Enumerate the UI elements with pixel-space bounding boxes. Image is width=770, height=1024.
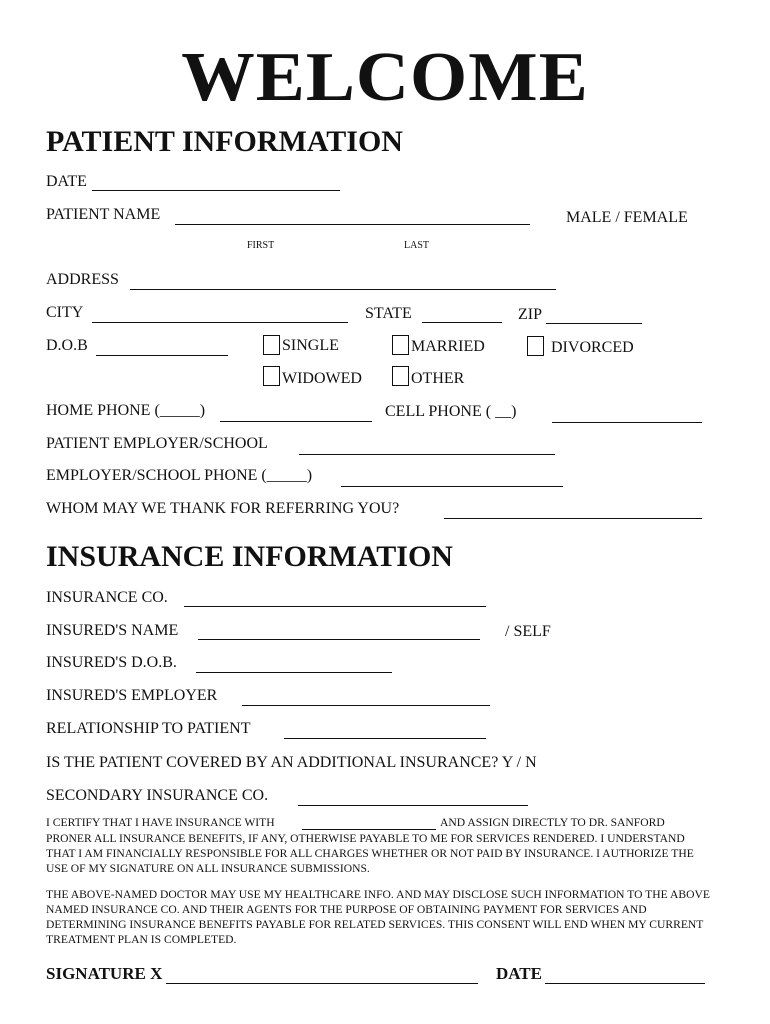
dob-label: D.O.B [46,337,88,354]
self-option[interactable]: / SELF [505,623,551,640]
patient-name-field[interactable] [175,224,530,225]
address-label: ADDRESS [46,271,119,288]
divorced-label: DIVORCED [551,339,634,356]
insured-employer-field[interactable] [242,705,490,706]
married-label: MARRIED [411,338,485,355]
city-field[interactable] [92,322,348,323]
zip-label: ZIP [518,306,542,323]
welcome-title: WELCOME [181,39,589,116]
employer-phone-label: EMPLOYER/SCHOOL PHONE (_____) [46,467,313,484]
relationship-label: RELATIONSHIP TO PATIENT [46,720,251,737]
single-label: SINGLE [282,337,339,354]
employer-label: PATIENT EMPLOYER/SCHOOL [46,435,268,452]
insurance-with-field[interactable] [302,829,436,830]
other-label: OTHER [411,370,465,387]
insured-name-field[interactable] [198,639,480,640]
relationship-field[interactable] [284,738,486,739]
consent-paragraph-1: PRONER ALL INSURANCE BENEFITS, IF ANY, OTHERWISE PAYABLE TO ME FOR SERVICES RENDERED. I UNDERSTAND THAT I AM FINANCIALLY RESPONSIBLE FOR ALL CHARGES WHETHER OR NOT PAID BY INSURANCE. I AUTHORIZE THE USE OF MY SIGNATURE ON ALL INSURANCE SUBMISSIONS. [46,832,694,875]
secondary-insurance-label: SECONDARY INSURANCE CO. [46,787,269,804]
insurance-company-field[interactable] [184,606,486,607]
employer-phone-field[interactable] [341,486,563,487]
additional-insurance-question[interactable]: IS THE PATIENT COVERED BY AN ADDITIONAL INSURANCE? Y / N [46,754,537,771]
consent-certify-start: I CERTIFY THAT I HAVE INSURANCE WITH [46,816,275,829]
date-field[interactable] [92,190,340,191]
divorced-checkbox[interactable] [527,336,544,356]
signature-date-label: DATE [496,964,542,983]
widowed-checkbox[interactable] [263,366,280,386]
sex-label[interactable]: MALE / FEMALE [566,209,688,226]
insured-dob-label: INSURED'S D.O.B. [46,654,177,671]
patient-information-heading: PATIENT INFORMATION [46,125,403,158]
consent-paragraph-2: THE ABOVE-NAMED DOCTOR MAY USE MY HEALTHCARE INFO. AND MAY DISCLOSE SUCH INFORMATION TO THE ABOVE NAMED INSURANCE CO. AND THEIR AGENTS FOR THE PURPOSE OF OBTAINING PAYMENT FOR SERVICES AND DETERMINING INSURANCE BENEFITS PAYABLE FOR RELATED SERVICES. THIS CONSENT WILL END WHEN MY CURRENT TREATMENT PLAN IS COMPLETED. [46,888,710,946]
signature-label: SIGNATURE X [46,964,163,983]
employer-field[interactable] [299,454,555,455]
patient-name-label: PATIENT NAME [46,206,161,223]
city-label: CITY [46,304,84,321]
referral-label: WHOM MAY WE THANK FOR REFERRING YOU? [46,500,400,517]
dob-field[interactable] [96,355,228,356]
insured-dob-field[interactable] [196,672,392,673]
insured-name-label: INSURED'S NAME [46,622,179,639]
home-phone-label: HOME PHONE (_____) [46,402,206,419]
address-field[interactable] [130,289,556,290]
single-checkbox[interactable] [263,335,280,355]
cell-phone-field[interactable] [552,422,702,423]
signature-date-field[interactable] [545,983,705,984]
zip-field[interactable] [546,323,642,324]
consent-certify-end: AND ASSIGN DIRECTLY TO DR. SANFORD [440,816,665,829]
last-name-caption: LAST [404,240,429,251]
home-phone-field[interactable] [220,421,372,422]
first-name-caption: FIRST [247,240,275,251]
secondary-insurance-field[interactable] [298,805,528,806]
insured-employer-label: INSURED'S EMPLOYER [46,687,218,704]
state-label: STATE [365,305,412,322]
other-checkbox[interactable] [392,366,409,386]
cell-phone-label: CELL PHONE ( __) [385,403,517,420]
insurance-information-heading: INSURANCE INFORMATION [46,540,453,573]
state-field[interactable] [422,322,502,323]
widowed-label: WIDOWED [282,370,362,387]
married-checkbox[interactable] [392,335,409,355]
signature-field[interactable] [166,983,478,984]
date-label: DATE [46,173,87,190]
insurance-company-label: INSURANCE CO. [46,589,168,606]
referral-field[interactable] [444,518,702,519]
